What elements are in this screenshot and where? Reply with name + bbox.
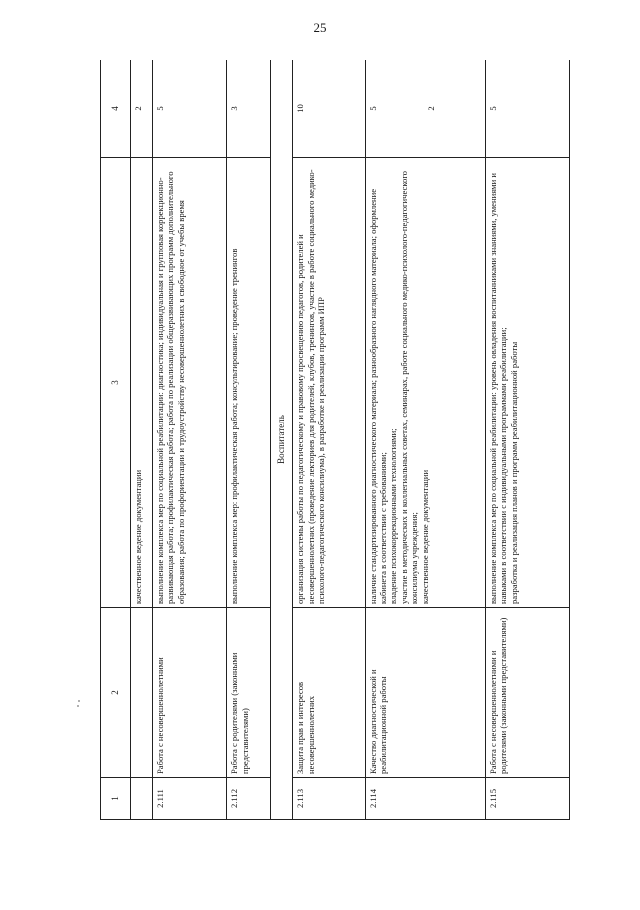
indicator-text: организация системы работы по педагогическому и правовому просвещению педагогов, родителей и несовершеннолетних (проведение лекториев для родителей, клубов, тренингов, участие в работе социального медико-психолого-педагогического консилиума), в разработке и реализации программ ИПР [295,169,327,604]
criterion-name: Качество диагностической и реабилитационной работы [365,608,485,778]
points-cell [152,60,227,158]
scan-speck [78,700,80,702]
table-row [365,60,485,820]
indicators-cell [365,158,485,608]
scan-speck [77,705,79,707]
points-value: 5 [154,106,165,111]
criterion-name: Работа с родителями (законными представителями) [227,608,270,778]
indicators-cell [293,158,365,608]
points-cell [227,60,270,158]
row-number: 2.114 [365,778,485,820]
points-value: 10 [295,104,306,113]
indicator-text: выполнение комплекса мер по социальной реабилитации: уровень овладения воспитанниками знаниями, умениями и навыками в соответствии с индивидуальными программами реабилитации; [487,173,509,604]
points-cell [365,60,485,158]
indicator-text: разработка и реализация планов и программ реабилитационной работы [508,341,519,604]
indicator-text: наличие стандартизированного диагностического материала; разнообразного наглядного материала; оформление кабинета в соответствии с требованиями; [367,188,388,604]
header-col-3: 3 [101,158,131,608]
points-cell [293,60,365,158]
row-number: 2.115 [485,778,569,820]
indicator-text: участие в методических и коллегиальных советах, семинарах, работе социального медико-психолого-педагогического консилиума учреждения; [398,171,420,604]
indicator-text: качественное ведение документации [419,469,430,604]
page-number: 25 [313,20,327,35]
table-wrapper [100,60,570,820]
table-row [293,60,365,820]
header-col-1: 1 [101,778,131,820]
criterion-name: Защита прав и интересов несовершеннолетних [293,608,365,778]
indicators-cell [152,158,227,608]
header-col-4: 4 [101,60,131,158]
points-value: 3 [229,106,240,111]
table-row [131,60,153,820]
indicators-cell [227,158,270,608]
row-number: 2.113 [293,778,365,820]
section-title: Воспитатель [270,60,293,820]
section-row [270,60,293,820]
indicator-text: выполнение комплекса мер: профилактическая работа; консультирование; проведение тренингов [229,248,240,604]
points-value: 2 [133,106,144,111]
row-number [131,778,153,820]
indicator-text: владение психокоррекционными технологиями; [388,428,399,604]
row-number: 2.112 [227,778,270,820]
indicator-text: качественное ведение документации [133,469,144,604]
table-body [101,60,570,820]
header-row [101,60,131,820]
header-col-2: 2 [101,608,131,778]
criterion-name: Работа с несовершеннолетними [152,608,227,778]
points-value: 5 [487,106,498,111]
criterion-name: Работа с несовершеннолетними и родителями (законными представителями) [485,608,569,778]
row-number: 2.111 [152,778,227,820]
indicators-cell [131,158,153,608]
points-value: 2 [426,106,436,111]
table-row [227,60,270,820]
indicator-text: выполнение комплекса мер по социальной реабилитации: диагностика; индивидуальная и групповая коррекционно-развивающая работа; профилактическая работа; работа по реализации общеразвивающих программ дополнительного образования; работа по профориентации и трудоустройству несовершеннолетних в свободное от учебы время [154,171,186,604]
table-row [152,60,227,820]
criteria-table [100,60,570,820]
rotated-table-area [100,60,570,910]
points-cell [131,60,153,158]
points-cell [485,60,569,158]
table-row [485,60,569,820]
indicators-cell [485,158,569,608]
points-value: 5 [367,106,378,111]
criterion-name [131,608,153,778]
